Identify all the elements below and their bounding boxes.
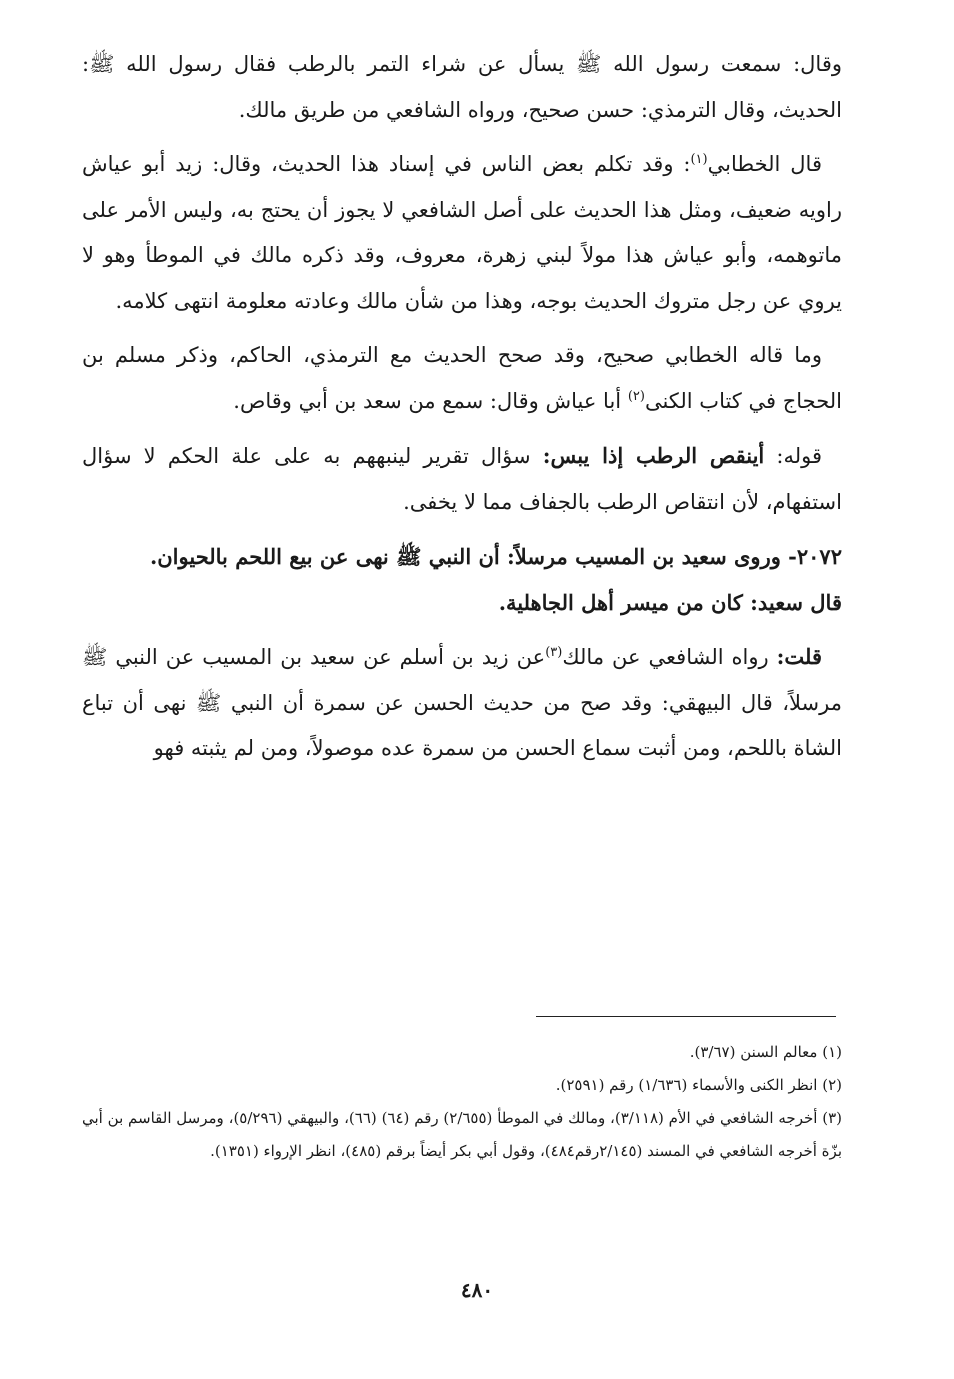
paragraph-1 [82, 42, 842, 133]
footnote-3: (٣) أخرجه الشافعي في الأم (٣/١١٨)، ومالك في الموطأ (٢/٦٥٥) رقم (٦٤) (٦٦)، والبيهقي (٥/٢٩٦)، ومرسل القاسم بن أبي بزّة أخرجه الشافعي في المسند (٢/١٤٥رقم٤٨٤)، وقول أبي بكر أيضاً برقم (٤٨٥)، انظر الإرواء (١٣٥١). [82, 1109, 842, 1160]
paragraph-2-text-b: : وقد تكلم بعض الناس في إسناد هذا الحديث، وقال: زيد أبو عياش راويه ضعيف، ومثل هذا الحديث على أصل الشافعي لا يجوز أن يحتج به، وليس الأمر على ماتوهمه، وأبو عياش هذا مولاً لبني زهرة، معروف، وقد ذكره مالك في الموطأ وهو لا يروي عن رجل متروك الحديث بوجه، وهذا من شأن مالك وعادته معلومة انتهى كلامه. [82, 152, 842, 313]
main-text [82, 42, 842, 781]
paragraph-3 [82, 333, 842, 424]
paragraph-5-lead: قلت: [776, 644, 822, 669]
paragraph-4-lead: قوله: [764, 444, 823, 468]
footnote-ref-3[interactable]: (٣) [545, 645, 563, 660]
footnotes [82, 1036, 842, 1168]
hadith-line-1: ٢٠٧٢- وروى سعيد بن المسيب مرسلاً: أن النبي ﷺ نهى عن بيع اللحم بالحيوان. [149, 544, 842, 569]
paragraph-5-text-a: رواه الشافعي عن مالك [562, 645, 777, 669]
paragraph-3-text-b: أبا عياش وقال: سمع من سعد بن أبي وقاص. [233, 388, 628, 413]
paragraph-3-text-a: وما قاله الخطابي صحيح، وقد صحح الحديث مع الترمذي، الحاكم، وذكر مسلم بن الحجاج في كتاب الكنى [82, 343, 842, 413]
hadith-line-2: قال سعيد: كان من ميسر أهل الجاهلية. [498, 589, 842, 615]
footnote-divider [536, 1016, 836, 1017]
footnote-1: (١) معالم السنن (٣/٦٧). [689, 1043, 842, 1061]
hadith-2072 [82, 534, 842, 625]
paragraph-4-rest: سؤال تقرير لينبههم به على علة الحكم لا سؤال استفهام، لأن انتقاص الرطب بالجفاف مما لا يخفى. [82, 444, 842, 514]
page-number: ٤٨٠ [460, 1278, 494, 1302]
paragraph-4-keyword: أينقص الرطب إذا يبس: [542, 443, 765, 468]
paragraph-4 [82, 433, 842, 525]
paragraph-5-text-b: عن زيد بن أسلم عن سعيد بن المسيب عن النبي ﷺ مرسلاً، قال البيهقي: وقد صح من حديث الحسن عن سمرة أن النبي ﷺ نهى أن تباع الشاة باللحم، ومن أثبت سماع الحسن من سمرة عده موصولاً، ومن لم يثبته فهو [82, 645, 842, 760]
paragraph-2 [82, 142, 842, 324]
paragraph-1-text: وقال: سمعت رسول الله ﷺ يسأل عن شراء التمر بالرطب فقال رسول الله ﷺ: الحديث، وقال الترمذي: حسن صحيح، ورواه الشافعي من طريق مالك. [82, 52, 842, 122]
footnote-ref-2[interactable]: (٢) [627, 388, 645, 404]
paragraph-5 [82, 634, 842, 772]
footnote-2: (٢) انظر الكنى والأسماء (١/٦٣٦) رقم (٢٥٩١). [555, 1076, 842, 1094]
footnote-ref-1[interactable]: (١) [690, 152, 708, 167]
paragraph-2-text-a: قال الخطابي [707, 152, 822, 176]
